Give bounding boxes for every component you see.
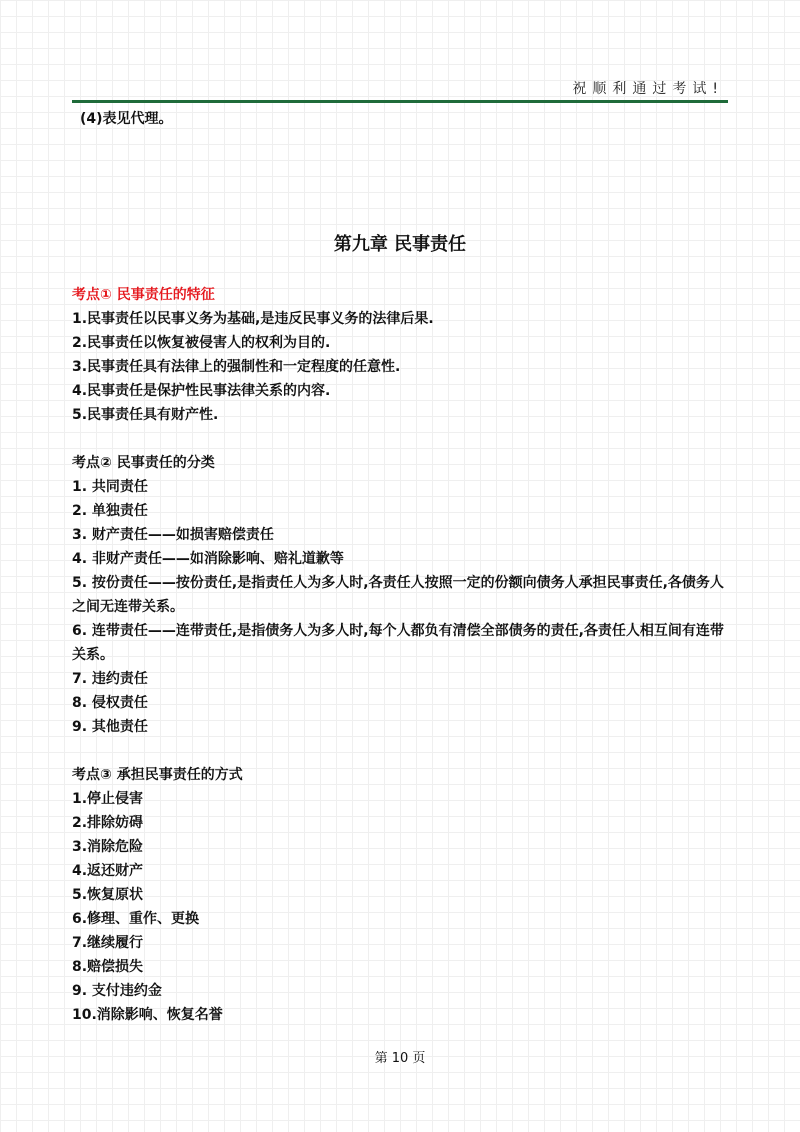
list-item: 4.民事责任是保护性民事法律关系的内容. xyxy=(72,383,331,399)
list-item: 5.恢复原状 xyxy=(72,887,144,903)
list-item: 4.返还财产 xyxy=(72,863,144,879)
list-item: 4. 非财产责任——如消除影响、赔礼道歉等 xyxy=(72,551,344,567)
list-item: 6. 连带责任——连带责任,是指债务人为多人时,每个人都负有清偿全部债务的责任,各责任人相互间有连带关系。 xyxy=(72,623,724,663)
list-item: 10.消除影响、恢复名誉 xyxy=(72,1007,223,1023)
page-number: 第 10 页 xyxy=(374,1051,426,1066)
section-title: 考点② 民事责任的分类 xyxy=(72,455,215,471)
list-item: 9. 其他责任 xyxy=(72,719,148,735)
intro-text: (4)表见代理。 xyxy=(80,111,173,127)
list-item: 3.消除危险 xyxy=(72,839,144,855)
section-title: 考点① 民事责任的特征 xyxy=(72,287,215,303)
list-item: 5. 按份责任——按份责任,是指责任人为多人时,各责任人按照一定的份额向债务人承担民事责任,各债务人之间无连带关系。 xyxy=(72,575,724,615)
section-characteristics xyxy=(72,283,732,427)
list-item: 7.继续履行 xyxy=(72,935,144,951)
list-item: 1.停止侵害 xyxy=(72,791,144,807)
list-item: 1.民事责任以民事义务为基础,是违反民事义务的法律后果. xyxy=(72,311,434,327)
list-item: 2.排除妨碍 xyxy=(72,815,144,831)
header-slogan: 祝顺利通过考试! xyxy=(572,81,724,97)
list-item: 8. 侵权责任 xyxy=(72,695,148,711)
section-classification xyxy=(72,451,732,739)
list-item: 1. 共同责任 xyxy=(72,479,148,495)
list-item: 8.赔偿损失 xyxy=(72,959,144,975)
chapter-content xyxy=(72,283,732,1027)
section-title: 考点③ 承担民事责任的方式 xyxy=(72,767,243,783)
chapter-title: 第九章 民事责任 xyxy=(333,234,467,255)
list-item: 9. 支付违约金 xyxy=(72,983,162,999)
header-divider xyxy=(72,100,728,103)
list-item: 3.民事责任具有法律上的强制性和一定程度的任意性. xyxy=(72,359,401,375)
list-item: 2. 单独责任 xyxy=(72,503,148,519)
section-methods xyxy=(72,763,732,1027)
list-item: 5.民事责任具有财产性. xyxy=(72,407,219,423)
list-item: 7. 违约责任 xyxy=(72,671,148,687)
list-item: 3. 财产责任——如损害赔偿责任 xyxy=(72,527,274,543)
list-item: 6.修理、重作、更换 xyxy=(72,911,200,927)
list-item: 2.民事责任以恢复被侵害人的权利为目的. xyxy=(72,335,331,351)
